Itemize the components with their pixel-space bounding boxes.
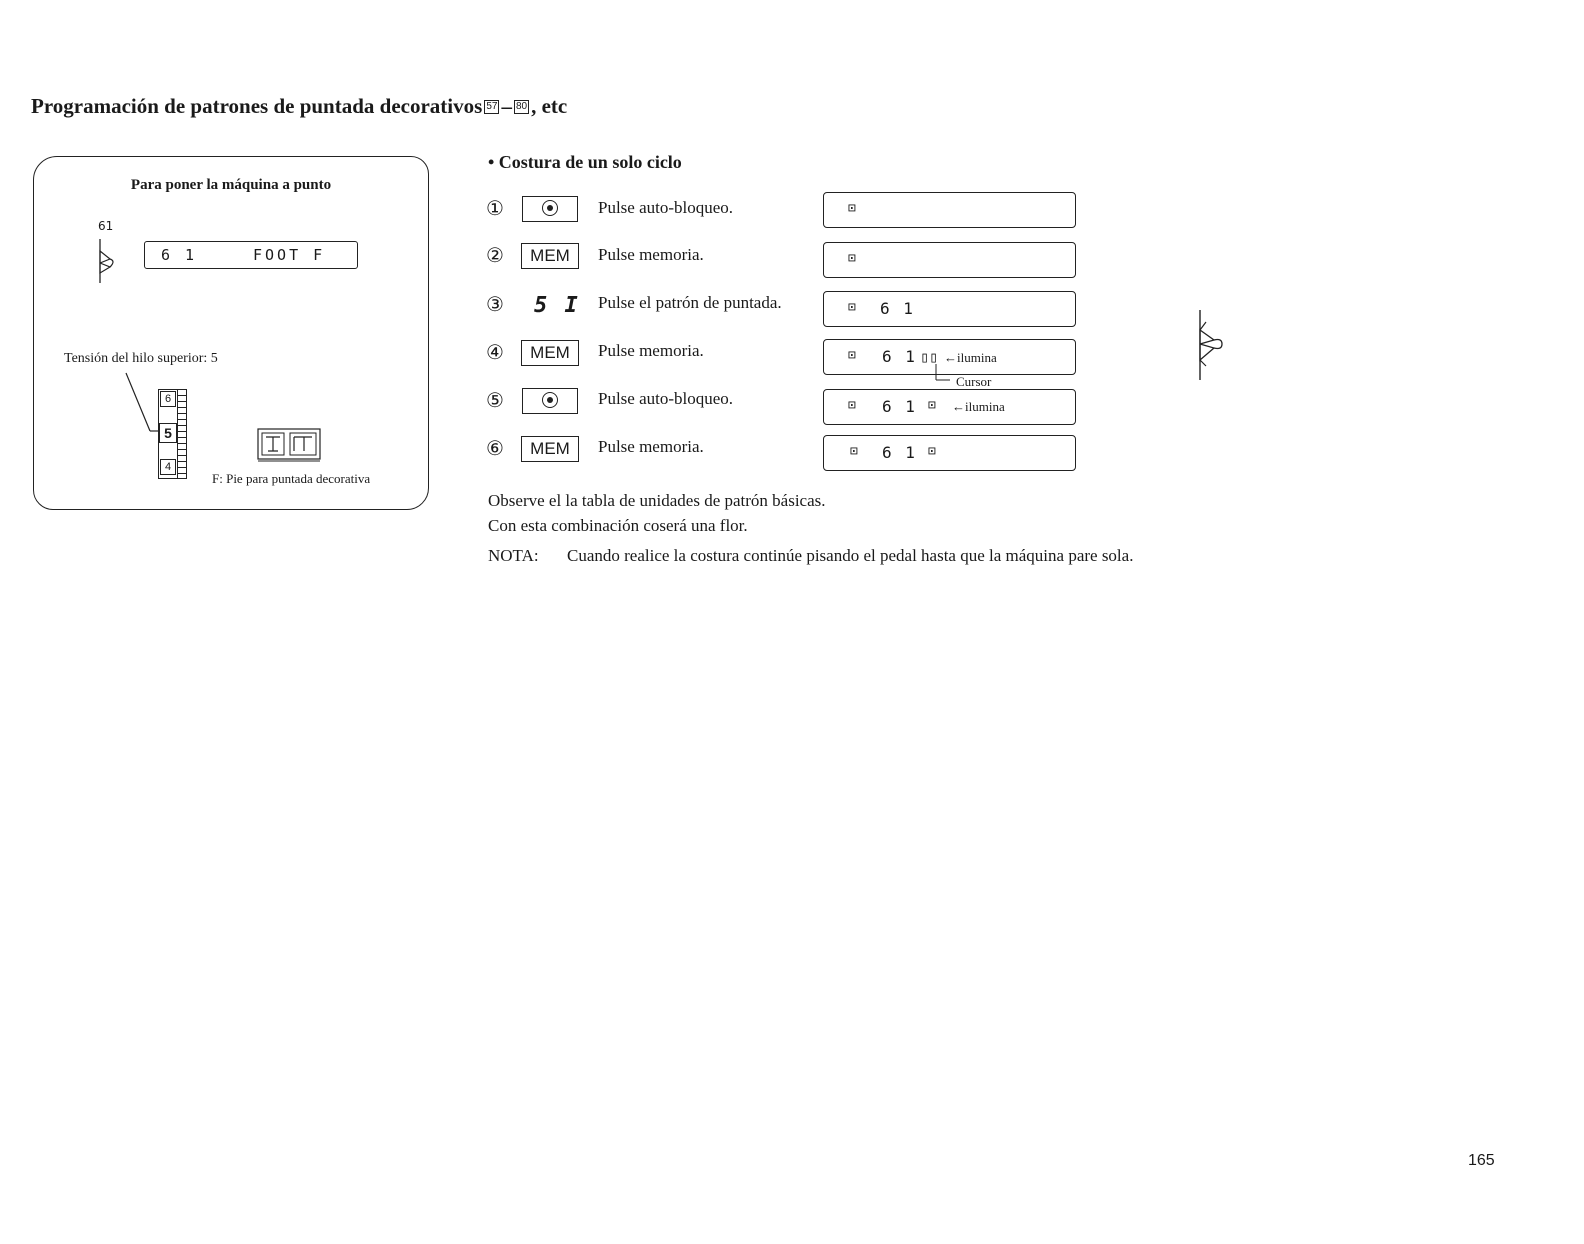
setup-title: Para poner la máquina a punto [130, 177, 332, 193]
display-readout: 6 1 [880, 299, 915, 318]
decorative-foot-icon [256, 425, 322, 465]
step-4-number: ④ [486, 340, 504, 364]
display-readout: 6 1 [882, 443, 917, 462]
setup-panel [33, 156, 429, 510]
dial-value-6: 6 [160, 391, 176, 407]
lock-symbol-icon: ⊡ [928, 398, 936, 413]
illuminates-note: ←ilumina [952, 399, 1005, 414]
step-3-instruction: Pulse el patrón de puntada. [598, 293, 782, 312]
cursor-pointer-line [930, 364, 950, 384]
section-heading: • Costura de un solo ciclo [488, 152, 682, 172]
step-2-number: ② [486, 243, 504, 267]
step-2-display [823, 242, 1076, 278]
lock-symbol-icon: ⊡ [850, 444, 858, 459]
blinking-cursor-icon: ▯▯ [920, 348, 939, 366]
step-1-display [823, 192, 1076, 228]
setup-lcd-display [144, 241, 358, 269]
step-4-instruction: Pulse memoria. [598, 341, 704, 360]
title-dash: – [501, 94, 512, 118]
step-6-instruction: Pulse memoria. [598, 437, 704, 456]
display-readout: 6 1 [882, 397, 917, 416]
mem-key[interactable]: MEM [521, 340, 579, 366]
step-3-number: ③ [486, 292, 504, 316]
auto-lock-key[interactable] [522, 388, 578, 414]
illuminates-note: ←ilumina [944, 350, 997, 365]
nota-text: Cuando realice la costura continúe pisando el pedal hasta que la máquina pare sola. [567, 546, 1134, 565]
lcd-pattern-readout: 6 1 [161, 246, 198, 264]
dial-value-4: 4 [160, 459, 176, 475]
step-5-display [823, 389, 1076, 425]
lock-symbol-icon: ⊡ [848, 251, 856, 266]
flower-pattern-icon [1192, 308, 1236, 382]
lock-symbol-icon: ⊡ [848, 300, 856, 315]
pattern-digit-keys[interactable]: 5 I [534, 293, 580, 318]
step-1-number: ① [486, 196, 504, 220]
note-line-2: Con esta combinación coserá una flor. [488, 516, 748, 535]
step-3-display [823, 291, 1076, 327]
lcd-foot-readout: FOOT F [253, 246, 326, 264]
pattern-number-box-end: 80 [515, 100, 528, 112]
page-number: 165 [1468, 1152, 1495, 1169]
lock-symbol-icon: ⊡ [848, 348, 856, 363]
step-5-number: ⑤ [486, 388, 504, 412]
lock-symbol-icon: ⊡ [848, 398, 856, 413]
mem-key[interactable]: MEM [521, 243, 579, 269]
pattern-number-box-start: 57 [486, 100, 498, 112]
lock-symbol-icon: ⊡ [848, 201, 856, 216]
auto-lock-key[interactable] [522, 196, 578, 222]
auto-lock-icon [542, 200, 558, 216]
pattern-number-label: 61 [98, 219, 114, 233]
flower-stitch-icon [94, 237, 124, 285]
display-readout: 6 1 [882, 347, 917, 366]
nota-label: NOTA: [488, 546, 539, 565]
step-1-instruction: Pulse auto-bloqueo. [598, 198, 734, 217]
tension-label: Tensión del hilo superior: 5 [64, 351, 218, 366]
mem-key[interactable]: MEM [521, 436, 579, 462]
page-title [31, 94, 567, 119]
dial-value-5: 5 [159, 423, 177, 443]
step-6-display [823, 435, 1076, 471]
title-suffix: , etc [531, 94, 568, 118]
note-line-1: Observe el la tabla de unidades de patrón básicas. [488, 491, 826, 510]
step-2-instruction: Pulse memoria. [598, 245, 704, 264]
auto-lock-icon [542, 392, 558, 408]
step-6-number: ⑥ [486, 436, 504, 460]
cursor-label: Cursor [956, 374, 992, 389]
tension-dial [158, 389, 188, 477]
foot-caption: F: Pie para puntada decorativa [212, 471, 371, 486]
lock-symbol-icon: ⊡ [928, 444, 936, 459]
step-5-instruction: Pulse auto-bloqueo. [598, 389, 734, 408]
title-text: Programación de patrones de puntada decorativos [31, 94, 483, 118]
